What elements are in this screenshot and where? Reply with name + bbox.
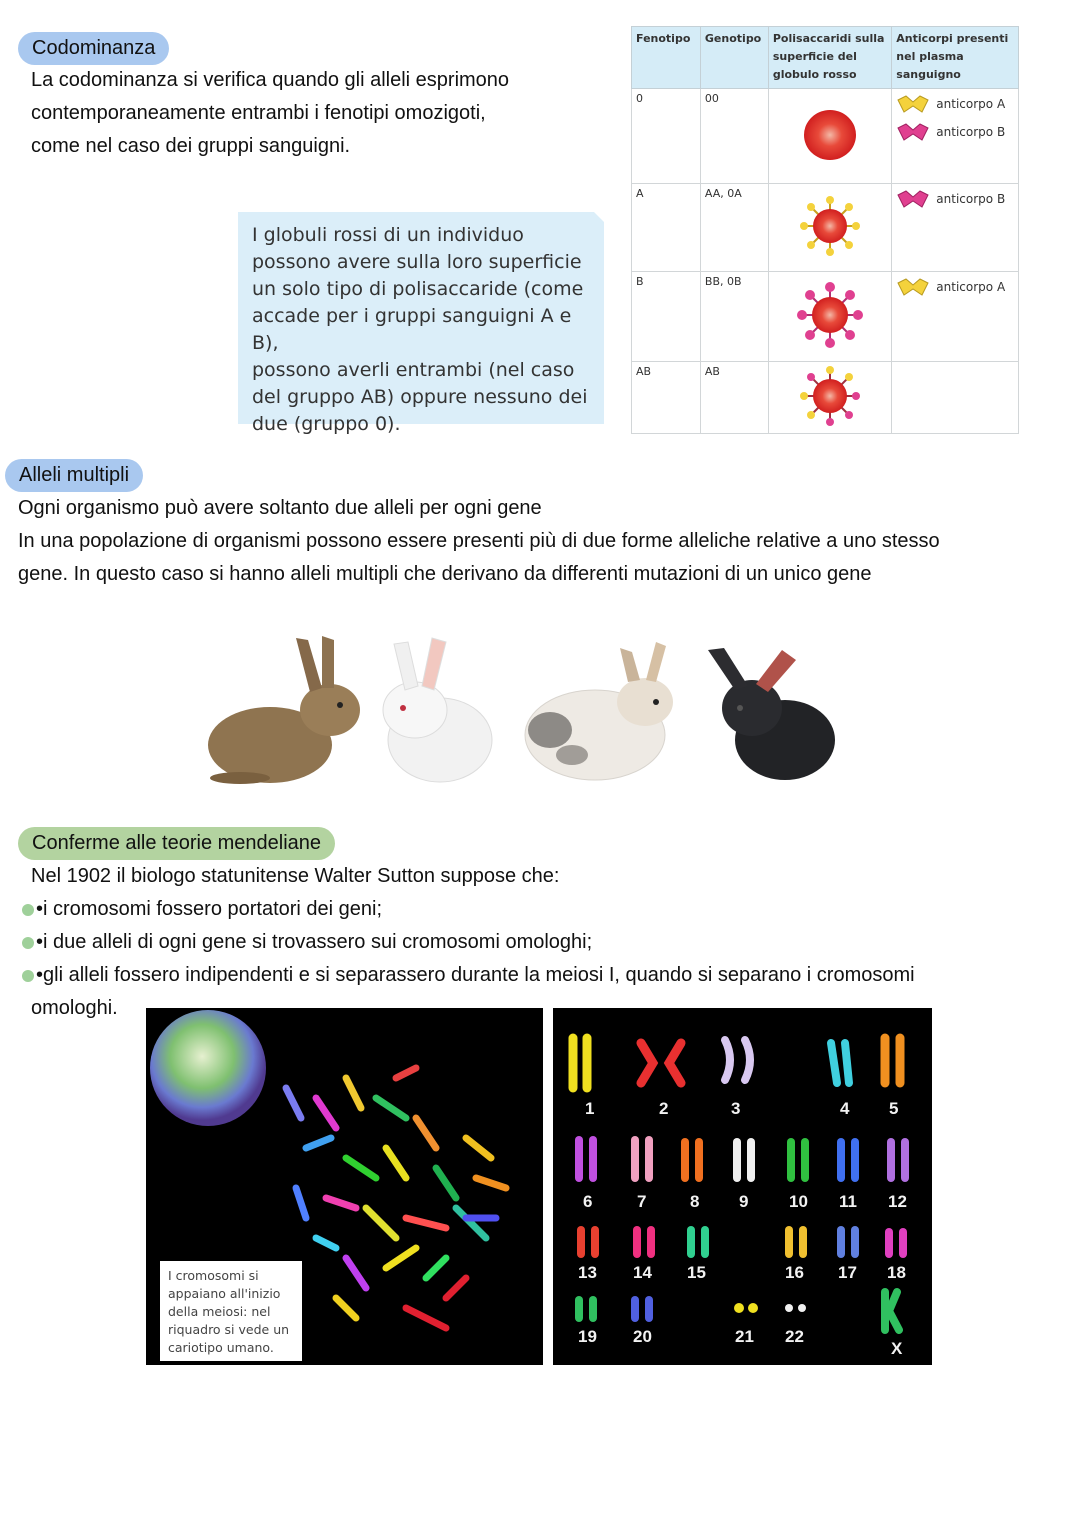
header-anticorpi: Anticorpi presenti nel plasma sanguigno	[892, 27, 1019, 89]
karyotype-label: 4	[840, 1099, 850, 1118]
bullet-dot	[22, 970, 34, 982]
red-cell-image	[768, 362, 891, 434]
header-fenotipo: Fenotipo	[632, 27, 701, 89]
white-rabbit-icon	[383, 638, 492, 782]
karyotype-label: 17	[838, 1263, 857, 1282]
karyotype-label: 10	[789, 1192, 808, 1211]
karyotype-label: 11	[839, 1192, 857, 1211]
codominanza-line: La codominanza si verifica quando gli alleli esprimono	[31, 69, 510, 91]
red-cell-image	[768, 272, 891, 362]
red-blood-cell-antigen-ab-icon	[799, 365, 861, 427]
codominanza-line: come nel caso dei gruppi sanguigni.	[31, 135, 351, 157]
karyotype-label: 6	[583, 1192, 593, 1211]
antibody-entry	[896, 122, 1014, 142]
antibody-entry	[896, 189, 1014, 209]
rabbits-image	[200, 630, 840, 790]
callout-line: possono avere sulla loro superficie	[252, 251, 582, 273]
genotipo-cell: BB, 0B	[700, 272, 768, 362]
red-blood-cell-plain-icon	[800, 105, 860, 165]
fenotipo-cell: A	[632, 184, 701, 272]
karyotype-label: 21	[735, 1327, 754, 1346]
karyotype-label: 12	[888, 1192, 907, 1211]
karyotype-label: 9	[739, 1192, 749, 1211]
alleli-text	[18, 492, 940, 591]
conferme-intro: Nel 1902 il biologo statunitense Walter Sutton suppose che:	[31, 865, 560, 887]
antibody-a-icon	[896, 94, 930, 114]
spotted-rabbit-icon	[525, 642, 673, 780]
bullet-text: •i cromosomi fossero portatori dei geni;	[36, 898, 383, 920]
table-row	[632, 272, 1019, 362]
genotipo-cell: AA, 0A	[700, 184, 768, 272]
karyotype-chromosomes-icon	[553, 1008, 932, 1365]
antibody-a-icon	[896, 277, 930, 297]
karyotype-label: 15	[687, 1263, 706, 1282]
antibody-entry	[896, 94, 1014, 114]
header-polisaccaridi: Polisaccaridi sulla superficie del globulo rosso	[768, 27, 891, 89]
blood-group-callout	[238, 212, 604, 435]
karyotype-label: 5	[889, 1099, 899, 1118]
karyotype-label: 20	[633, 1327, 652, 1346]
anticorpi-cell	[892, 272, 1019, 362]
antibody-label: anticorpo B	[936, 125, 1006, 139]
red-blood-cell-antigen-a-icon	[799, 195, 861, 257]
bullet-item	[22, 959, 915, 992]
karyotype-image	[553, 1008, 932, 1365]
caption-line: della meiosi: nel	[168, 1304, 271, 1319]
antibody-entry	[896, 277, 1014, 297]
table-row	[632, 89, 1019, 184]
callout-line: I globuli rossi di un individuo	[252, 224, 524, 246]
anticorpi-cell	[892, 362, 1019, 434]
red-cell-image	[768, 184, 891, 272]
codominanza-line: contemporaneamente entrambi i fenotipi omozigoti,	[31, 102, 486, 124]
callout-line: due (gruppo 0).	[252, 413, 401, 435]
karyotype-label: 14	[633, 1263, 652, 1282]
black-rabbit-icon	[708, 648, 835, 780]
karyotype-label: 19	[578, 1327, 597, 1346]
genotipo-cell: 00	[700, 89, 768, 184]
antibody-label: anticorpo B	[936, 192, 1006, 206]
bullet-dot	[22, 904, 34, 916]
fenotipo-cell: 0	[632, 89, 701, 184]
callout-line: un solo tipo di polisaccaride (come	[252, 278, 584, 300]
karyotype-label: X	[891, 1339, 903, 1358]
alleli-line: gene. In questo caso si hanno alleli multipli che derivano da differenti mutazioni di un unico gene	[18, 563, 872, 585]
bullet-item	[22, 893, 382, 926]
codominanza-heading: Codominanza	[18, 32, 169, 65]
bullet-continuation: omologhi.	[31, 997, 118, 1019]
table-header-row	[632, 27, 1019, 89]
caption-line: appaiano all'inizio	[168, 1286, 281, 1301]
bullet-text: •gli alleli fossero indipendenti e si separassero durante la meiosi I, quando si separano i cromosomi	[36, 964, 915, 986]
karyotype-label: 13	[578, 1263, 597, 1282]
antibody-label: anticorpo A	[936, 97, 1006, 111]
karyotype-label: 3	[731, 1099, 741, 1118]
caption-line: cariotipo umano.	[168, 1340, 274, 1355]
header-genotipo: Genotipo	[700, 27, 768, 89]
bullet-dot	[22, 937, 34, 949]
meiosis-caption	[160, 1261, 302, 1361]
table-row	[632, 184, 1019, 272]
alleli-line: In una popolazione di organismi possono essere presenti più di due forme alleliche relative a uno stesso	[18, 530, 940, 552]
karyotype-label: 16	[785, 1263, 804, 1282]
antibody-label: anticorpo A	[936, 280, 1006, 294]
callout-line: possono averli entrambi (nel caso	[252, 359, 575, 381]
table-row	[632, 362, 1019, 434]
fenotipo-cell: B	[632, 272, 701, 362]
antibody-b-icon	[896, 122, 930, 142]
anticorpi-cell	[892, 89, 1019, 184]
conferme-heading: Conferme alle teorie mendeliane	[18, 827, 335, 860]
anticorpi-cell	[892, 184, 1019, 272]
bullet-text: •i due alleli di ogni gene si trovassero sui cromosomi omologhi;	[36, 931, 593, 953]
meiosis-image	[146, 1008, 543, 1365]
alleli-heading: Alleli multipli	[5, 459, 143, 492]
alleli-line: Ogni organismo può avere soltanto due alleli per ogni gene	[18, 497, 542, 519]
karyotype-label: 1	[585, 1099, 595, 1118]
callout-line: del gruppo AB) oppure nessuno dei	[252, 386, 588, 408]
karyotype-label: 2	[659, 1099, 669, 1118]
red-cell-image	[768, 89, 891, 184]
caption-line: riquadro si vede un	[168, 1322, 290, 1337]
fenotipo-cell: AB	[632, 362, 701, 434]
caption-line: I cromosomi si	[168, 1268, 259, 1283]
karyotype-label: 7	[637, 1192, 647, 1211]
karyotype-label: 18	[887, 1263, 906, 1282]
red-blood-cell-antigen-b-icon	[797, 282, 863, 348]
callout-corner	[594, 212, 604, 222]
antibody-b-icon	[896, 189, 930, 209]
karyotype-label: 22	[785, 1327, 804, 1346]
genotipo-cell: AB	[700, 362, 768, 434]
brown-rabbit-icon	[208, 636, 360, 784]
blood-group-table	[631, 26, 1019, 434]
callout-line: accade per i gruppi sanguigni A e B),	[252, 305, 572, 354]
bullet-item	[22, 926, 592, 959]
karyotype-label: 8	[690, 1192, 700, 1211]
codominanza-text	[31, 64, 509, 163]
